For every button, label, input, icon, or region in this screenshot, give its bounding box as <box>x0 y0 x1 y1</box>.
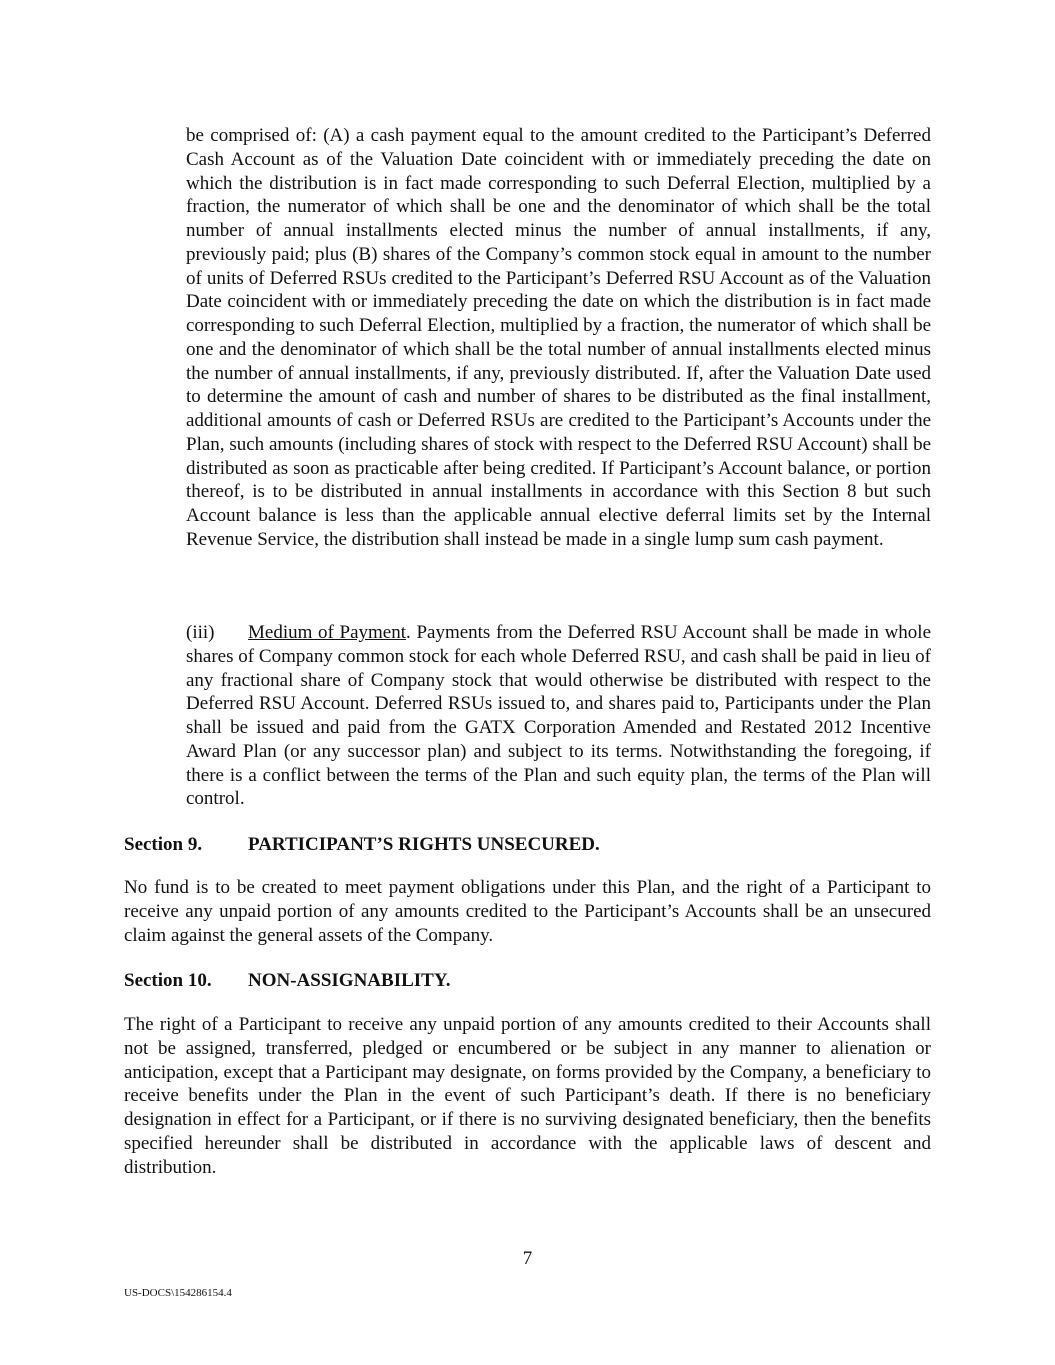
section-number: Section 9. <box>124 834 203 855</box>
document-id: US-DOCS\154286154.4 <box>124 1287 232 1299</box>
item-title: Medium of Payment <box>248 622 407 643</box>
section-body: The right of a Participant to receive any unpaid portion of any amounts credited to their Accounts shall not be assigned, transferred, pledged or encumbered or be subject in any manner to alienation or anticipation, except that a Participant may designate, on forms provided by the Company, a beneficiary to receive benefits under the Plan in the event of such Participant’s death. If there is no beneficiary designation in effect for a Participant, or if there is no surviving designated beneficiary, then the benefits specified hereunder shall be distributed in accordance with the applicable laws of descent and distribution. <box>124 1014 931 1178</box>
paragraph-continuation: be comprised of: (A) a cash payment equal to the amount credited to the Participant’s Deferred Cash Account as of the Valuation Date coincident with or immediately preceding the date on which the distribution is in fact made corresponding to such Deferral Election, multiplied by a fraction, the numerator of which shall be one and the denominator of which shall be the total number of annual installments elected minus the number of annual installments, if any, previously paid; plus (B) shares of the Company’s common stock equal in amount to the number of units of Deferred RSUs credited to the Participant’s Deferred RSU Account as of the Valuation Date coincident with or immediately preceding the date on which the distribution is in fact made corresponding to such Deferral Election, multiplied by a fraction, the numerator of which shall be one and the denominator of which shall be the total number of annual installments elected minus the number of annual installments, if any, previously distributed. If, after the Valuation Date used to determine the amount of cash and number of shares to be distributed as the final installment, additional amounts of cash or Deferred RSUs are credited to the Participant’s Accounts under the Plan, such amounts (including shares of stock with respect to the Deferred RSU Account) shall be distributed as soon as practicable after being credited. If Participant’s Account balance, or portion thereof, is to be distributed in annual installments in accordance with this Section 8 but such Account balance is less than the applicable annual elective deferral limits set by the Internal Revenue Service, the distribution shall instead be made in a single lump sum cash payment. <box>186 125 931 550</box>
item-marker: (iii) <box>186 622 215 643</box>
section-heading <box>124 833 600 857</box>
section-title: NON-ASSIGNABILITY. <box>248 970 451 991</box>
section-heading <box>124 969 451 993</box>
paragraph-item-iii <box>186 621 931 811</box>
section-number: Section 10. <box>124 970 212 991</box>
page-number: 7 <box>522 1248 533 1269</box>
section-body: No fund is to be created to meet payment obligations under this Plan, and the right of a Participant to receive any unpaid portion of any amounts credited to the Participant’s Accounts shall be an unsecured claim against the general assets of the Company. <box>124 877 931 946</box>
section-title: PARTICIPANT’S RIGHTS UNSECURED. <box>248 834 600 855</box>
item-body: . Payments from the Deferred RSU Account shall be made in whole shares of Company common stock for each whole Deferred RSU, and cash shall be paid in lieu of any fractional share of Company stock that would otherwise be distributed with respect to the Deferred RSU Account. Deferred RSUs issued to, and shares paid to, Participants under the Plan shall be issued and paid from the GATX Corporation Amended and Restated 2012 Incentive Award Plan (or any successor plan) and subject to its terms. Notwithstanding the foregoing, if there is a conflict between the terms of the Plan and such equity plan, the terms of the Plan will control. <box>186 622 931 810</box>
